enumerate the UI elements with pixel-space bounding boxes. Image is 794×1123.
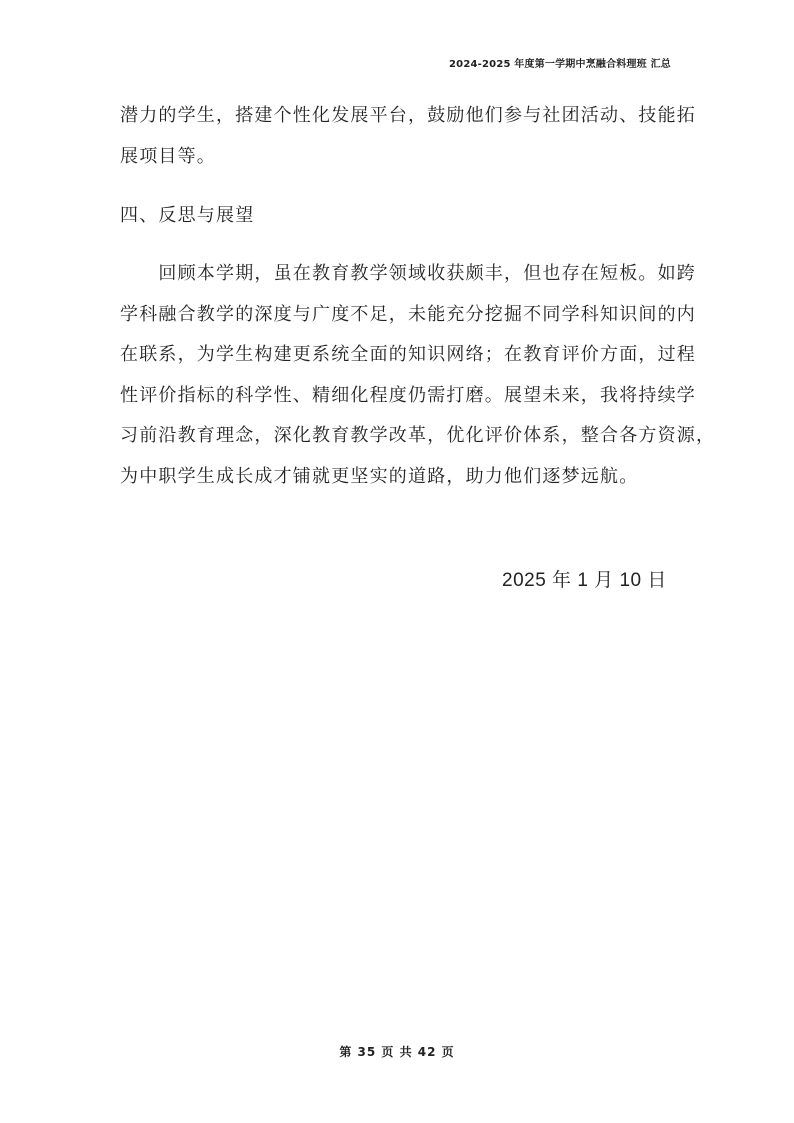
page-number: 第 35 页 共 42 页 xyxy=(339,1045,455,1059)
paragraph-line: 学科融合教学的深度与广度不足，未能充分挖掘不同学科知识间的内 xyxy=(120,303,696,325)
paragraph-line: 回顾本学期，虽在教育教学领域收获颇丰，但也存在短板。如跨 xyxy=(120,263,696,284)
section-heading: 四、反思与展望 xyxy=(120,205,255,226)
continuation-paragraph xyxy=(120,96,696,177)
header-divider xyxy=(120,73,674,74)
reflection-paragraph xyxy=(120,254,716,497)
paragraph-line: 潜力的学生，搭建个性化发展平台，鼓励他们参与社团活动、技能拓 xyxy=(120,105,696,126)
paragraph-line: 展项目等。 xyxy=(120,145,216,167)
signature-date: 2025 年 1 月 10 日 xyxy=(502,570,667,591)
paragraph-line: 性评价指标的科学性、精细化程度仍需打磨。展望未来，我将持续学 xyxy=(120,384,696,406)
paragraph-line: 在联系，为学生构建更系统全面的知识网络；在教育评价方面，过程 xyxy=(120,344,696,365)
paragraph-line: 习前沿教育理念，深化教育教学改革，优化评价体系，整合各方资源， xyxy=(120,425,716,446)
document-header: 2024-2025 年度第一学期中烹融合料理班 汇总 xyxy=(449,59,671,70)
paragraph-line: 为中职学生成长成才铺就更坚实的道路，助力他们逐梦远航。 xyxy=(120,465,639,487)
